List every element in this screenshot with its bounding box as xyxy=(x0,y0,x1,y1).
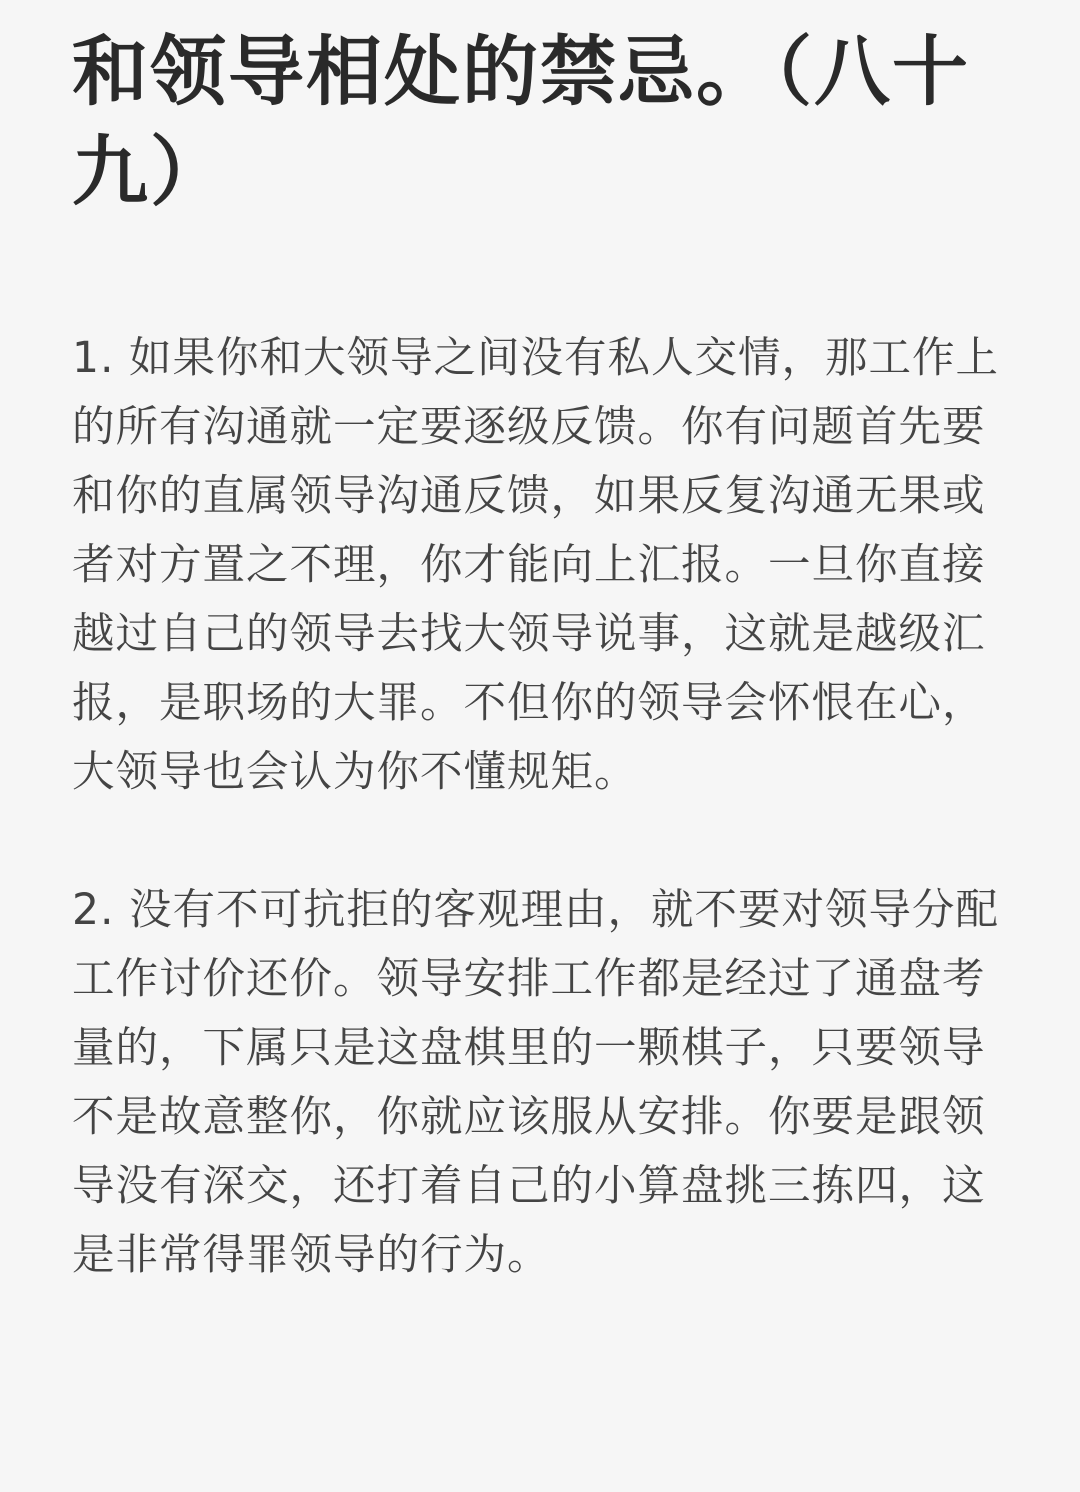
paragraph-1: 1. 如果你和大领导之间没有私人交情，那工作上的所有沟通就一定要逐级反馈。你有问题首先要和你的直属领导沟通反馈，如果反复沟通无果或者对方置之不理，你才能向上汇报。一旦你直接越过自己的领导去找大领导说事，这就是越级汇报，是职场的大罪。不但你的领导会怀恨在心，大领导也会认为你不懂规矩。 xyxy=(72,334,1000,797)
article-title: 和领导相处的禁忌。（八十九） xyxy=(72,27,970,216)
article-body xyxy=(72,324,1008,1290)
paragraph-2: 2. 没有不可抗拒的客观理由，就不要对领导分配工作讨价还价。领导安排工作都是经过了通盘考量的，下属只是这盘棋里的一颗棋子，只要领导不是故意整你，你就应该服从安排。你要是跟领导没有深交，还打着自己的小算盘挑三拣四，这是非常得罪领导的行为。 xyxy=(72,886,1000,1280)
